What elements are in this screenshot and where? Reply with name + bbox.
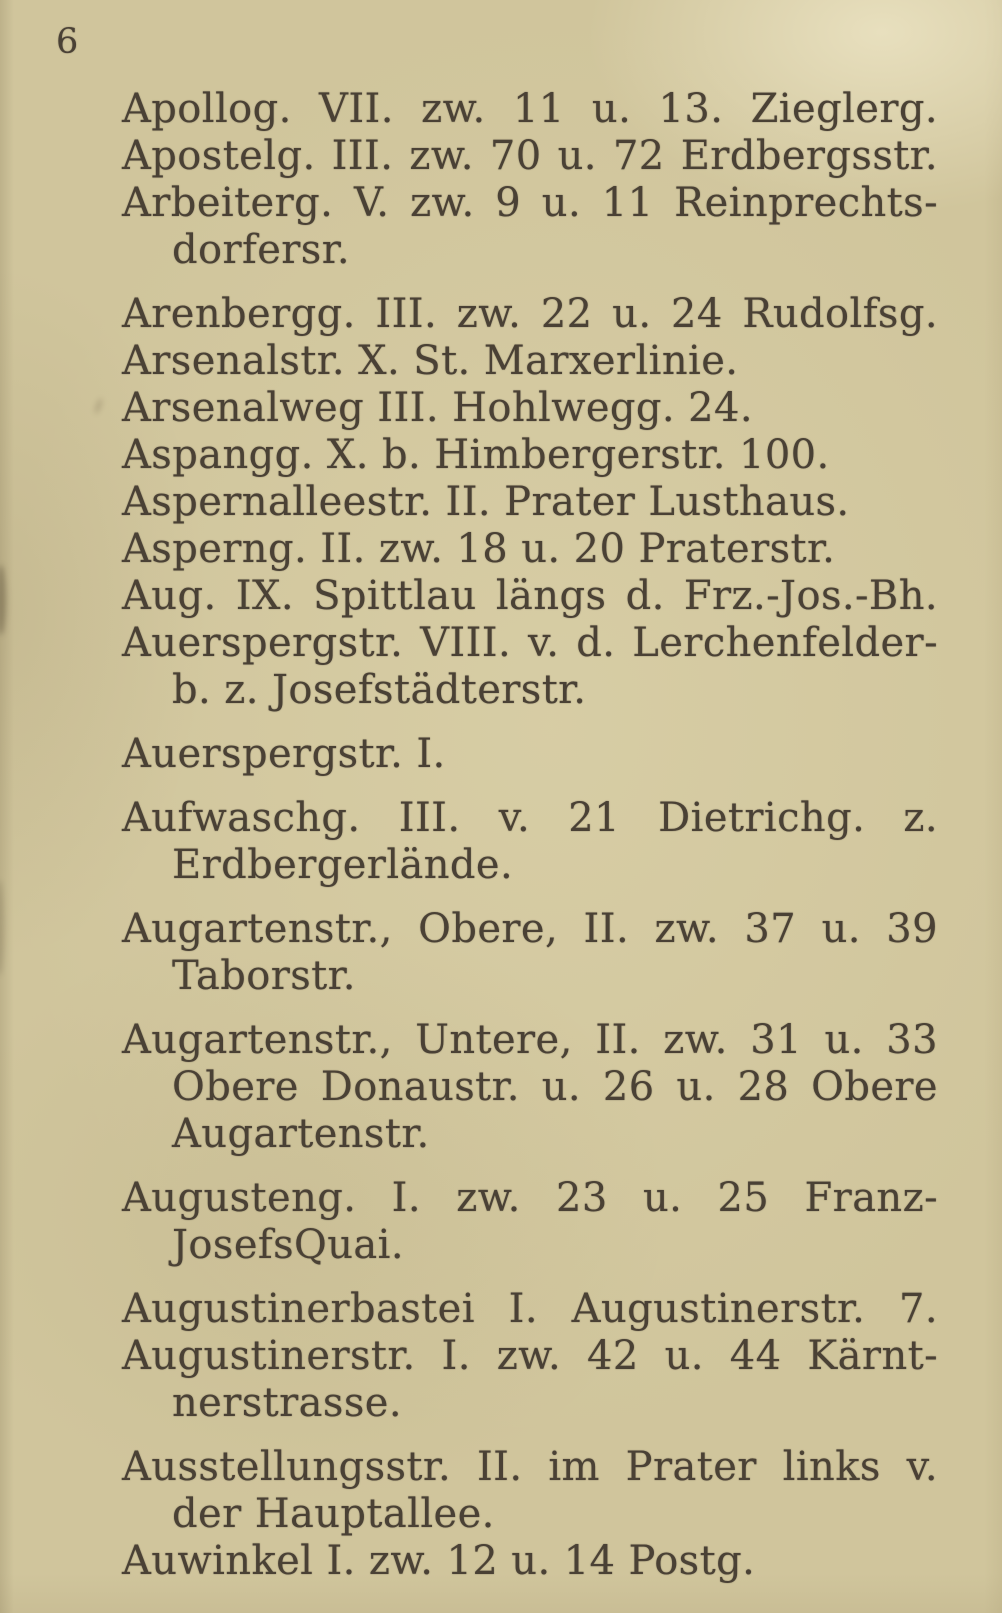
- entry-line: Auwinkel I. zw. 12 u. 14 Postg.: [122, 1538, 756, 1584]
- directory-entry: [122, 731, 938, 778]
- directory-entry: [122, 1286, 938, 1333]
- entry-line: Ausstellungsstr. II. im Prater links v.: [122, 1444, 938, 1490]
- entry-line: b. z. Josefstädterstr.: [172, 667, 587, 713]
- directory-entry: [122, 291, 938, 338]
- directory-entry: [122, 479, 938, 526]
- directory-entry-list: [122, 86, 938, 1585]
- directory-entry: [122, 526, 938, 573]
- page-number: 6: [56, 22, 79, 62]
- entry-line: Auerspergstr. I.: [122, 731, 446, 777]
- entry-line: Arbeiterg. V. zw. 9 u. 11 Reinprechts-: [122, 180, 938, 226]
- entry-line: Augustinerbastei I. Augustinerstr. 7.: [122, 1286, 938, 1332]
- directory-entry: [122, 1017, 938, 1158]
- scan-smudge: [93, 398, 103, 415]
- entry-line: Arsenalstr. X. St. Marxerlinie.: [122, 338, 739, 384]
- directory-entry: [122, 795, 938, 889]
- entry-line: Augartenstr., Untere, II. zw. 31 u. 33: [122, 1017, 938, 1063]
- entry-line: Aug. IX. Spittlau längs d. Frz.-Jos.-Bh.: [122, 573, 938, 619]
- directory-entry: [122, 338, 938, 385]
- directory-entry: [122, 1444, 938, 1538]
- entry-line: dorfersr.: [172, 227, 350, 273]
- directory-entry: [122, 906, 938, 1000]
- entry-line: Augusteng. I. zw. 23 u. 25 Franz-: [122, 1175, 938, 1221]
- scan-smudge: [0, 880, 4, 975]
- entry-line: Arsenalweg III. Hohlwegg. 24.: [122, 385, 753, 431]
- directory-entry: [122, 180, 938, 274]
- entry-line: Taborstr.: [172, 953, 356, 999]
- entry-line: Arenbergg. III. zw. 22 u. 24 Rudolfsg.: [122, 291, 938, 337]
- entry-line: Asperng. II. zw. 18 u. 20 Praterstr.: [122, 526, 836, 572]
- entry-line: Aspangg. X. b. Himbergerstr. 100.: [122, 432, 830, 478]
- entry-line: Aufwaschg. III. v. 21 Dietrichg. z.: [122, 795, 938, 841]
- entry-line: Augustinerstr. I. zw. 42 u. 44 Kärnt-: [122, 1333, 938, 1379]
- entry-line: JosefsQuai.: [172, 1222, 404, 1268]
- entry-line: Auerspergstr. VIII. v. d. Lerchenfelder-: [122, 620, 938, 666]
- entry-line: Erdbergerlände.: [172, 842, 514, 888]
- directory-entry: [122, 620, 938, 714]
- directory-entry: [122, 86, 938, 133]
- directory-entry: [122, 1333, 938, 1427]
- directory-entry: [122, 1175, 938, 1269]
- directory-entry: [122, 1538, 938, 1585]
- entry-line: nerstrasse.: [172, 1380, 402, 1426]
- entry-line: Augartenstr., Obere, II. zw. 37 u. 39: [122, 906, 938, 952]
- scan-smudge: [0, 565, 6, 635]
- directory-entry: [122, 432, 938, 479]
- directory-entry: [122, 133, 938, 180]
- entry-line: Apollog. VII. zw. 11 u. 13. Zieglerg.: [122, 86, 938, 132]
- entry-line: Aspernalleestr. II. Prater Lusthaus.: [122, 479, 850, 525]
- entry-line: Obere Donaustr. u. 26 u. 28 Obere: [172, 1064, 938, 1110]
- entry-line: Apostelg. III. zw. 70 u. 72 Erdbergsstr.: [122, 133, 938, 179]
- directory-entry: [122, 385, 938, 432]
- entry-line: der Hauptallee.: [172, 1491, 495, 1537]
- directory-entry: [122, 573, 938, 620]
- entry-line: Augartenstr.: [172, 1111, 430, 1157]
